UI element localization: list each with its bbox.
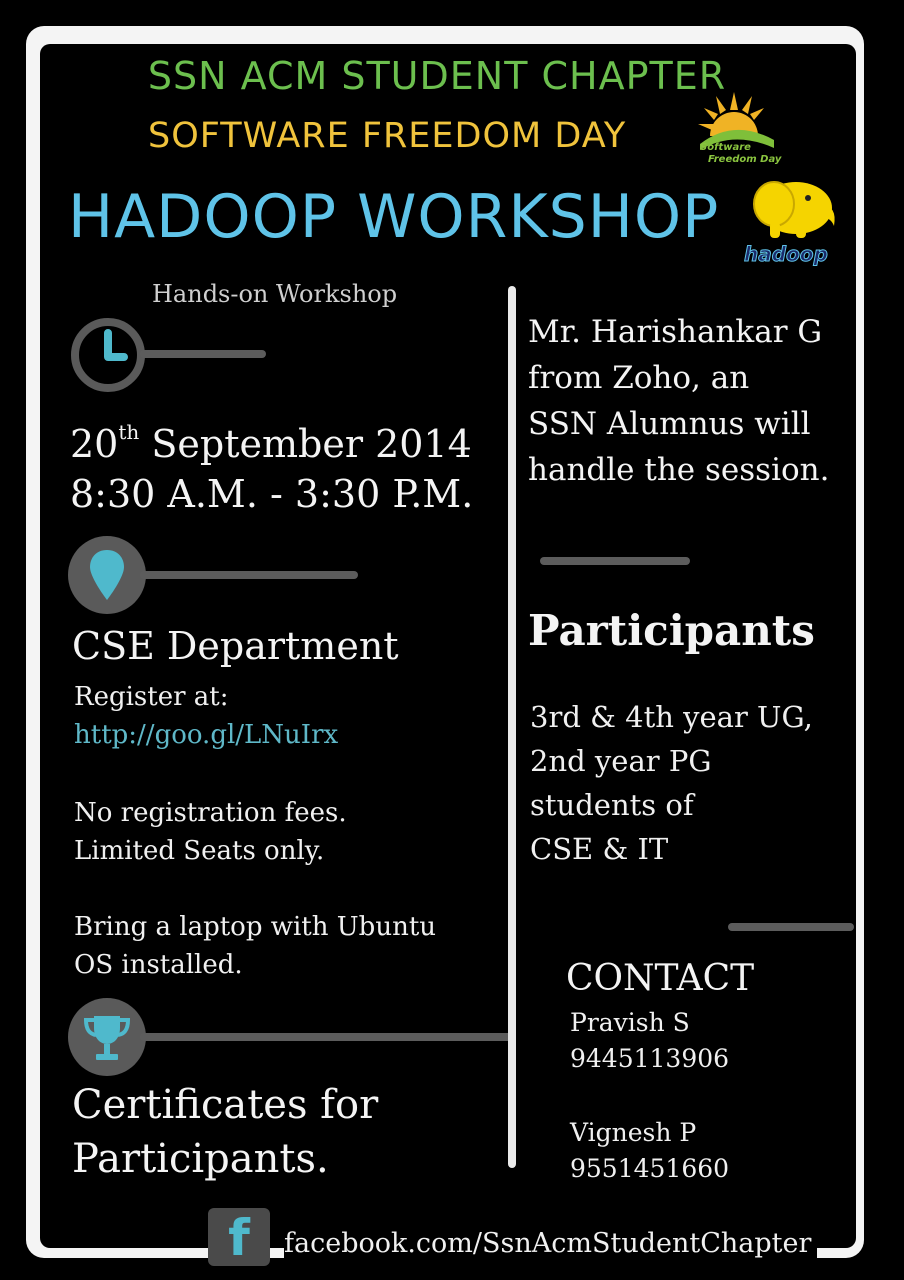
clock-icon	[70, 317, 146, 393]
participants-line4: CSE & IT	[530, 832, 669, 866]
participants-heading: Participants	[528, 606, 815, 655]
location-divider	[140, 571, 358, 579]
laptop-note-line2: OS installed.	[74, 950, 243, 980]
contact2-phone: 9551451660	[570, 1154, 730, 1183]
location-icon-circle	[68, 536, 146, 614]
laptop-note-line1: Bring a laptop with Ubuntu	[74, 912, 437, 942]
seats-note: Limited Seats only.	[74, 836, 325, 866]
certificates-line2: Participants.	[72, 1136, 329, 1182]
sfd-logo-text-1: Software	[700, 142, 751, 153]
event-time: 8:30 A.M. - 3:30 P.M.	[70, 472, 474, 516]
hadoop-logo-text: hadoop	[744, 242, 828, 266]
contact1-name: Pravish S	[570, 1008, 690, 1037]
speaker-divider	[540, 557, 690, 565]
contact-heading: CONTACT	[566, 958, 755, 999]
event-heading: SOFTWARE FREEDOM DAY	[148, 116, 627, 156]
speaker-line3: SSN Alumnus will	[528, 406, 811, 442]
facebook-icon[interactable]	[208, 1208, 270, 1266]
participants-line2: 2nd year PG	[530, 744, 712, 778]
hadoop-logo	[744, 176, 844, 268]
facebook-glyph: f	[228, 1209, 250, 1267]
facebook-url[interactable]: facebook.com/SsnAcmStudentChapter	[284, 1228, 817, 1259]
participants-line3: students of	[530, 788, 694, 822]
contact2-name: Vignesh P	[570, 1118, 697, 1147]
fees-note: No registration fees.	[74, 798, 347, 828]
certificates-line1: Certificates for	[72, 1082, 379, 1128]
clock-divider	[140, 350, 266, 358]
trophy-icon	[68, 998, 146, 1076]
chapter-heading: SSN ACM STUDENT CHAPTER	[147, 54, 727, 98]
register-link[interactable]: http://goo.gl/LNuIrx	[74, 720, 339, 750]
speaker-line2: from Zoho, an	[528, 360, 750, 396]
software-freedom-day-logo	[694, 92, 782, 172]
location-pin-icon	[68, 536, 146, 614]
date-day: 20	[70, 422, 119, 466]
event-date	[70, 420, 472, 466]
date-suffix: th	[118, 420, 140, 444]
hadoop-elephant-icon	[744, 176, 840, 242]
venue: CSE Department	[72, 624, 399, 668]
speaker-line4: handle the session.	[528, 452, 830, 488]
sfd-logo-text-2: Freedom Day	[708, 154, 782, 165]
participants-line1: 3rd & 4th year UG,	[530, 700, 813, 734]
date-month-year: September 2014	[151, 422, 472, 466]
trophy-icon-circle	[68, 998, 146, 1076]
speaker-line1: Mr. Harishankar G	[528, 314, 823, 350]
participants-divider	[728, 923, 854, 931]
workshop-subtitle: Hands-on Workshop	[152, 280, 398, 308]
register-label: Register at:	[74, 682, 229, 712]
trophy-divider	[140, 1033, 516, 1041]
workshop-title: HADOOP WORKSHOP	[68, 182, 720, 252]
column-divider	[508, 286, 516, 1168]
contact1-phone: 9445113906	[570, 1044, 730, 1073]
